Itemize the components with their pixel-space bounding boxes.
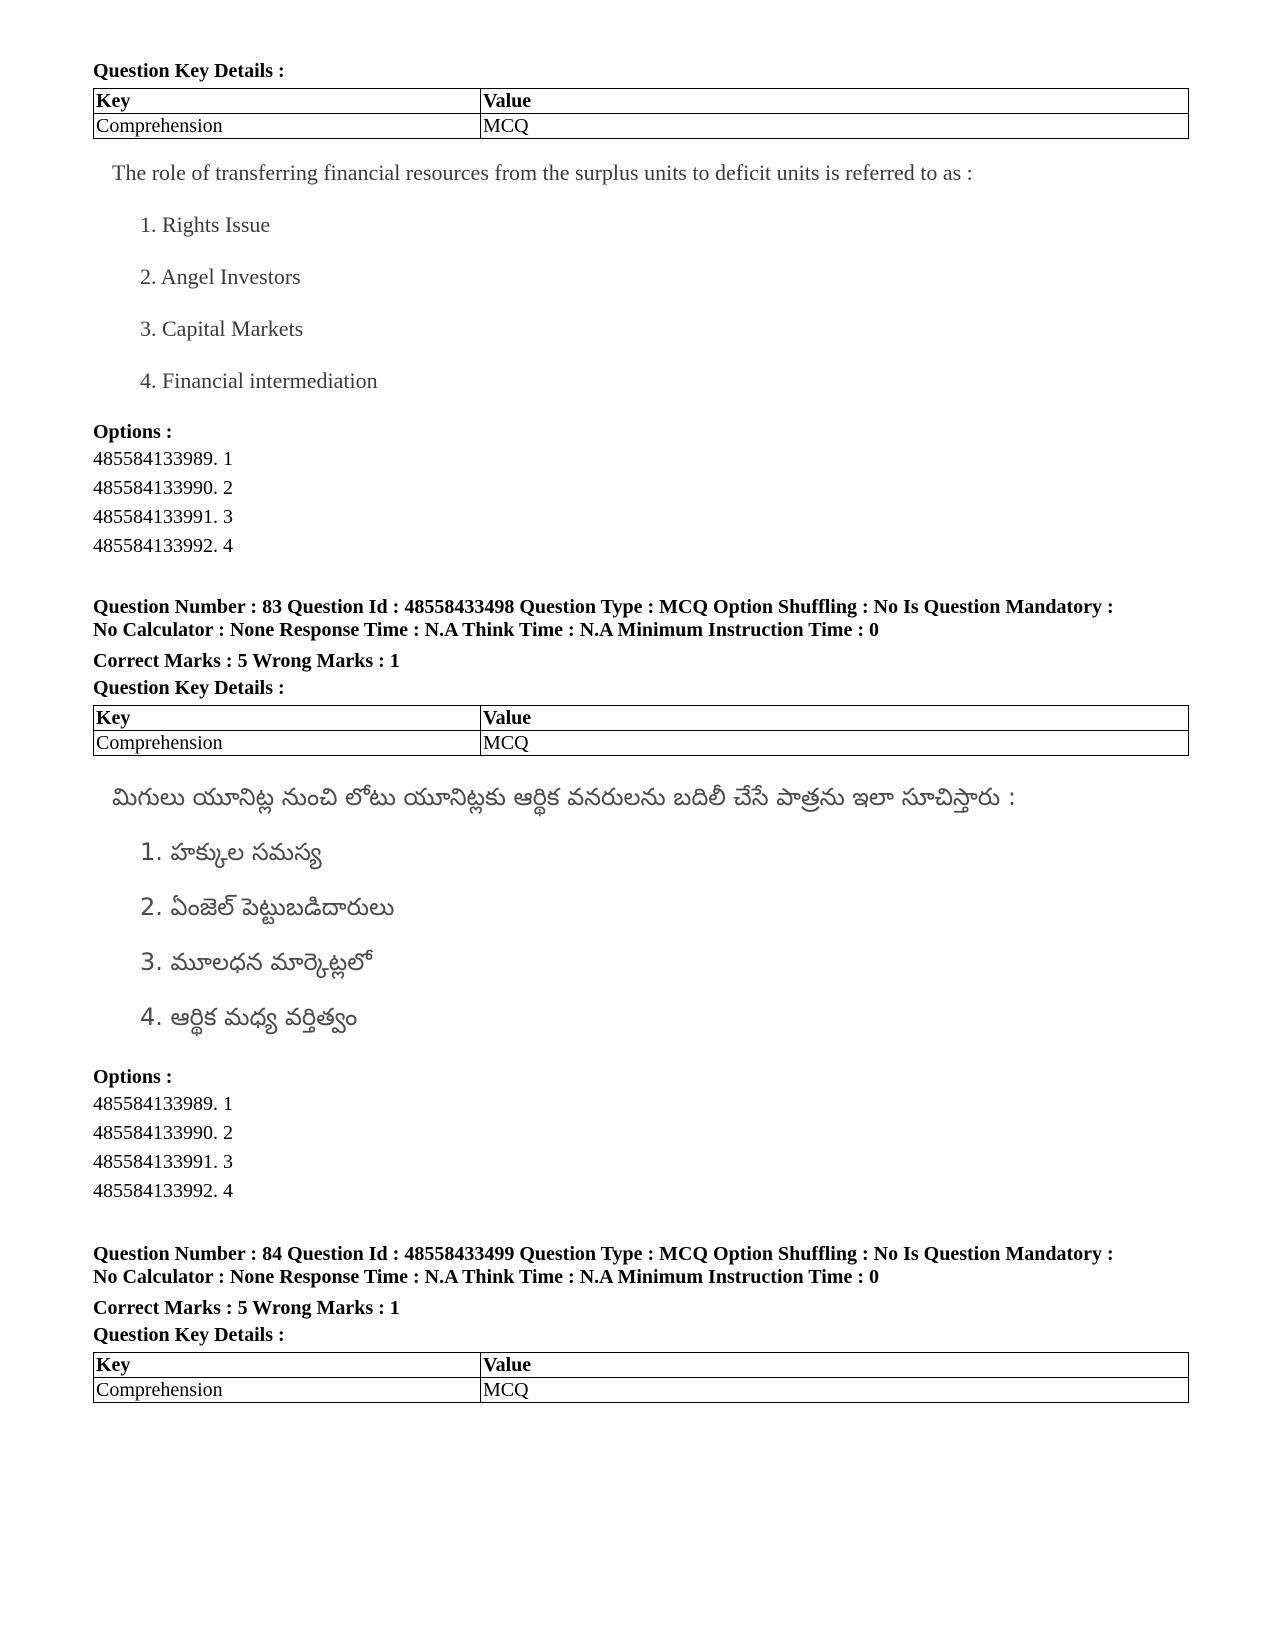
table-header-row xyxy=(94,706,1189,731)
table-cell-key: Comprehension xyxy=(94,731,481,756)
table-header-value: Value xyxy=(481,1353,1189,1378)
table-cell-value: MCQ xyxy=(481,731,1189,756)
option-item: 485584133989. 1 xyxy=(93,1093,233,1115)
option-item: 485584133991. 3 xyxy=(93,506,233,528)
key-details-label: Question Key Details : xyxy=(93,1324,285,1346)
question-meta xyxy=(93,1243,1213,1289)
table-row xyxy=(94,114,1189,139)
table-header-key: Key xyxy=(94,89,481,114)
table-header-key: Key xyxy=(94,1353,481,1378)
question-meta-line2: No Calculator : None Response Time : N.A Think Time : N.A Minimum Instruction Time : 0 xyxy=(93,1266,879,1288)
table-header-row xyxy=(94,89,1189,114)
choice-item: 2. ఏంజెల్ పెట్టుబడిదారులు xyxy=(140,893,395,921)
question-meta-line1: Question Number : 84 Question Id : 48558433499 Question Type : MCQ Option Shuffling : No Is Question Mandatory : xyxy=(93,1243,1114,1265)
table-cell-value: MCQ xyxy=(481,1378,1189,1403)
marks-line: Correct Marks : 5 Wrong Marks : 1 xyxy=(93,1297,400,1319)
key-value-table xyxy=(93,705,1189,756)
question-text: The role of transferring financial resources from the surplus units to deficit units is referred to as : xyxy=(112,160,973,185)
key-details-label: Question Key Details : xyxy=(93,677,285,699)
question-image-english xyxy=(112,158,973,396)
options-label: Options : xyxy=(93,421,173,443)
table-cell-key: Comprehension xyxy=(94,1378,481,1403)
option-item: 485584133992. 4 xyxy=(93,535,233,557)
options-label: Options : xyxy=(93,1066,173,1088)
option-item: 485584133991. 3 xyxy=(93,1151,233,1173)
table-header-row xyxy=(94,1353,1189,1378)
question-text: మిగులు యూనిట్ల నుంచి లోటు యూనిట్లకు ఆర్థిక వనరులను బదిలీ చేసే పాత్రను ఇలా సూచిస్తారు : xyxy=(112,783,1016,811)
option-item: 485584133990. 2 xyxy=(93,477,233,499)
choice-item: 4. ఆర్థిక మధ్య వర్తిత్వం xyxy=(140,1003,358,1031)
key-value-table xyxy=(93,88,1189,139)
choice-item: 4. Financial intermediation xyxy=(140,368,378,393)
marks-line: Correct Marks : 5 Wrong Marks : 1 xyxy=(93,650,400,672)
table-header-value: Value xyxy=(481,89,1189,114)
choice-item: 2. Angel Investors xyxy=(140,264,301,289)
option-item: 485584133989. 1 xyxy=(93,448,233,470)
choice-item: 3. మూలధన మార్కెట్లలో xyxy=(140,948,372,976)
choice-item: 1. Rights Issue xyxy=(140,212,271,237)
table-header-key: Key xyxy=(94,706,481,731)
options-list xyxy=(93,445,233,561)
table-header-value: Value xyxy=(481,706,1189,731)
option-item: 485584133990. 2 xyxy=(93,1122,233,1144)
key-value-table xyxy=(93,1352,1189,1403)
table-row xyxy=(94,1378,1189,1403)
option-item: 485584133992. 4 xyxy=(93,1180,233,1202)
key-details-label: Question Key Details : xyxy=(93,60,285,82)
table-cell-value: MCQ xyxy=(481,114,1189,139)
table-row xyxy=(94,731,1189,756)
question-image-telugu xyxy=(112,782,1016,1032)
choice-item: 3. Capital Markets xyxy=(140,316,304,341)
choice-item: 1. హక్కుల సమస్య xyxy=(140,838,322,866)
question-meta-line2: No Calculator : None Response Time : N.A Think Time : N.A Minimum Instruction Time : 0 xyxy=(93,619,879,641)
options-list xyxy=(93,1090,233,1206)
question-meta-line1: Question Number : 83 Question Id : 48558433498 Question Type : MCQ Option Shuffling : No Is Question Mandatory : xyxy=(93,596,1114,618)
question-meta xyxy=(93,596,1213,642)
table-cell-key: Comprehension xyxy=(94,114,481,139)
